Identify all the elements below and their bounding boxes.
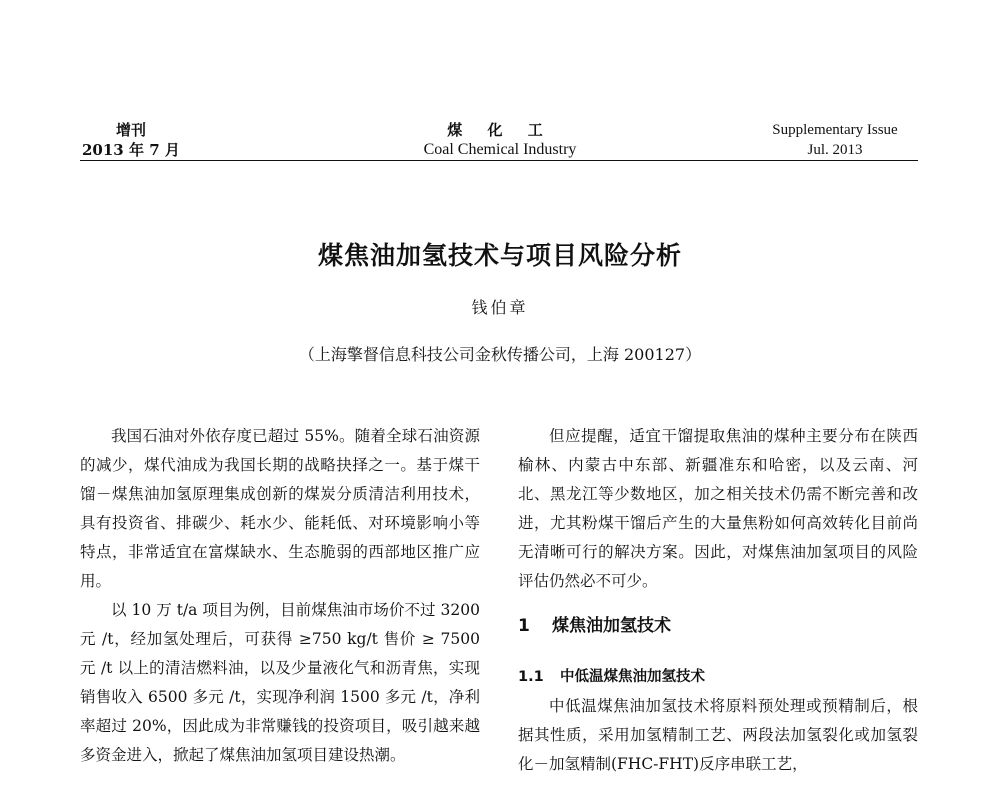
journal-name-cn: 煤 化 工 xyxy=(447,121,553,139)
header-divider xyxy=(80,160,918,161)
subsection-title: 中低温煤焦油加氢技术 xyxy=(560,669,705,685)
issue-label: 增刊 xyxy=(116,121,147,139)
supplementary-issue-label: Supplementary Issue xyxy=(772,122,898,138)
paragraph: 我国石油对外依存度已超过 55%。随着全球石油资源的减少，煤代油成为我国长期的战略抉择之一。基于煤干馏－煤焦油加氢原理集成创新的煤炭分质清洁利用技术，具有投资省、排碳少、耗水少、能耗低、对环境影响小等特点，非常适宜在富煤缺水、生态脆弱的西部地区推广应用。 xyxy=(80,427,480,590)
article-title: 煤焦油加氢技术与项目风险分析 xyxy=(317,241,682,270)
paragraph: 但应提醒，适宜干馏提取焦油的煤种主要分布在陕西榆林、内蒙古中东部、新疆准东和哈密，以及云南、河北、黑龙江等少数地区，加之相关技术仍需不断完善和改进，尤其粉煤干馏后产生的大量焦粉如何高效转化目前尚无清晰可行的解决方案。因此，对煤焦油加氢项目的风险评估仍然必不可少。 xyxy=(518,427,918,590)
author-affiliation: （上海擎督信息科技公司金秋传播公司，上海 200127） xyxy=(298,345,702,364)
article-author: 钱伯章 xyxy=(471,298,529,317)
issue-date-en: Jul. 2013 xyxy=(807,142,863,158)
paragraph: 以 10 万 t/a 项目为例，目前煤焦油市场价不过 3200 元 /t，经加氢处理后，可获得 ≥750 kg/t 售价 ≥ 7500 元 /t 以上的清洁燃料油，以及少量液化气和沥青焦，实现销售收入 6500 多元 /t，实现净利润 1500 多元 /t，净利率超过 20%，因此成为非常赚钱的投资项目，吸引越来越多资金进入，掀起了煤焦油加氢项目建设热潮。 xyxy=(80,601,480,764)
subsection-heading xyxy=(518,663,918,692)
running-header-journal xyxy=(380,120,620,160)
section-number: 1 xyxy=(518,616,530,636)
section-heading xyxy=(518,612,918,641)
section-title: 煤焦油加氢技术 xyxy=(552,616,671,636)
issue-date: 2013 年 7 月 xyxy=(82,141,180,159)
running-header-left xyxy=(82,120,180,160)
right-column xyxy=(518,422,918,779)
paragraph: 中低温煤焦油加氢技术将原料预处理或预精制后，根据其性质，采用加氢精制工艺、两段法加氢裂化或加氢裂化－加氢精制(FHC-FHT)反序串联工艺， xyxy=(518,697,918,773)
left-column xyxy=(80,422,480,770)
running-header-right xyxy=(730,120,940,160)
subsection-number: 1.1 xyxy=(518,669,544,685)
journal-name-en: Coal Chemical Industry xyxy=(423,141,577,158)
